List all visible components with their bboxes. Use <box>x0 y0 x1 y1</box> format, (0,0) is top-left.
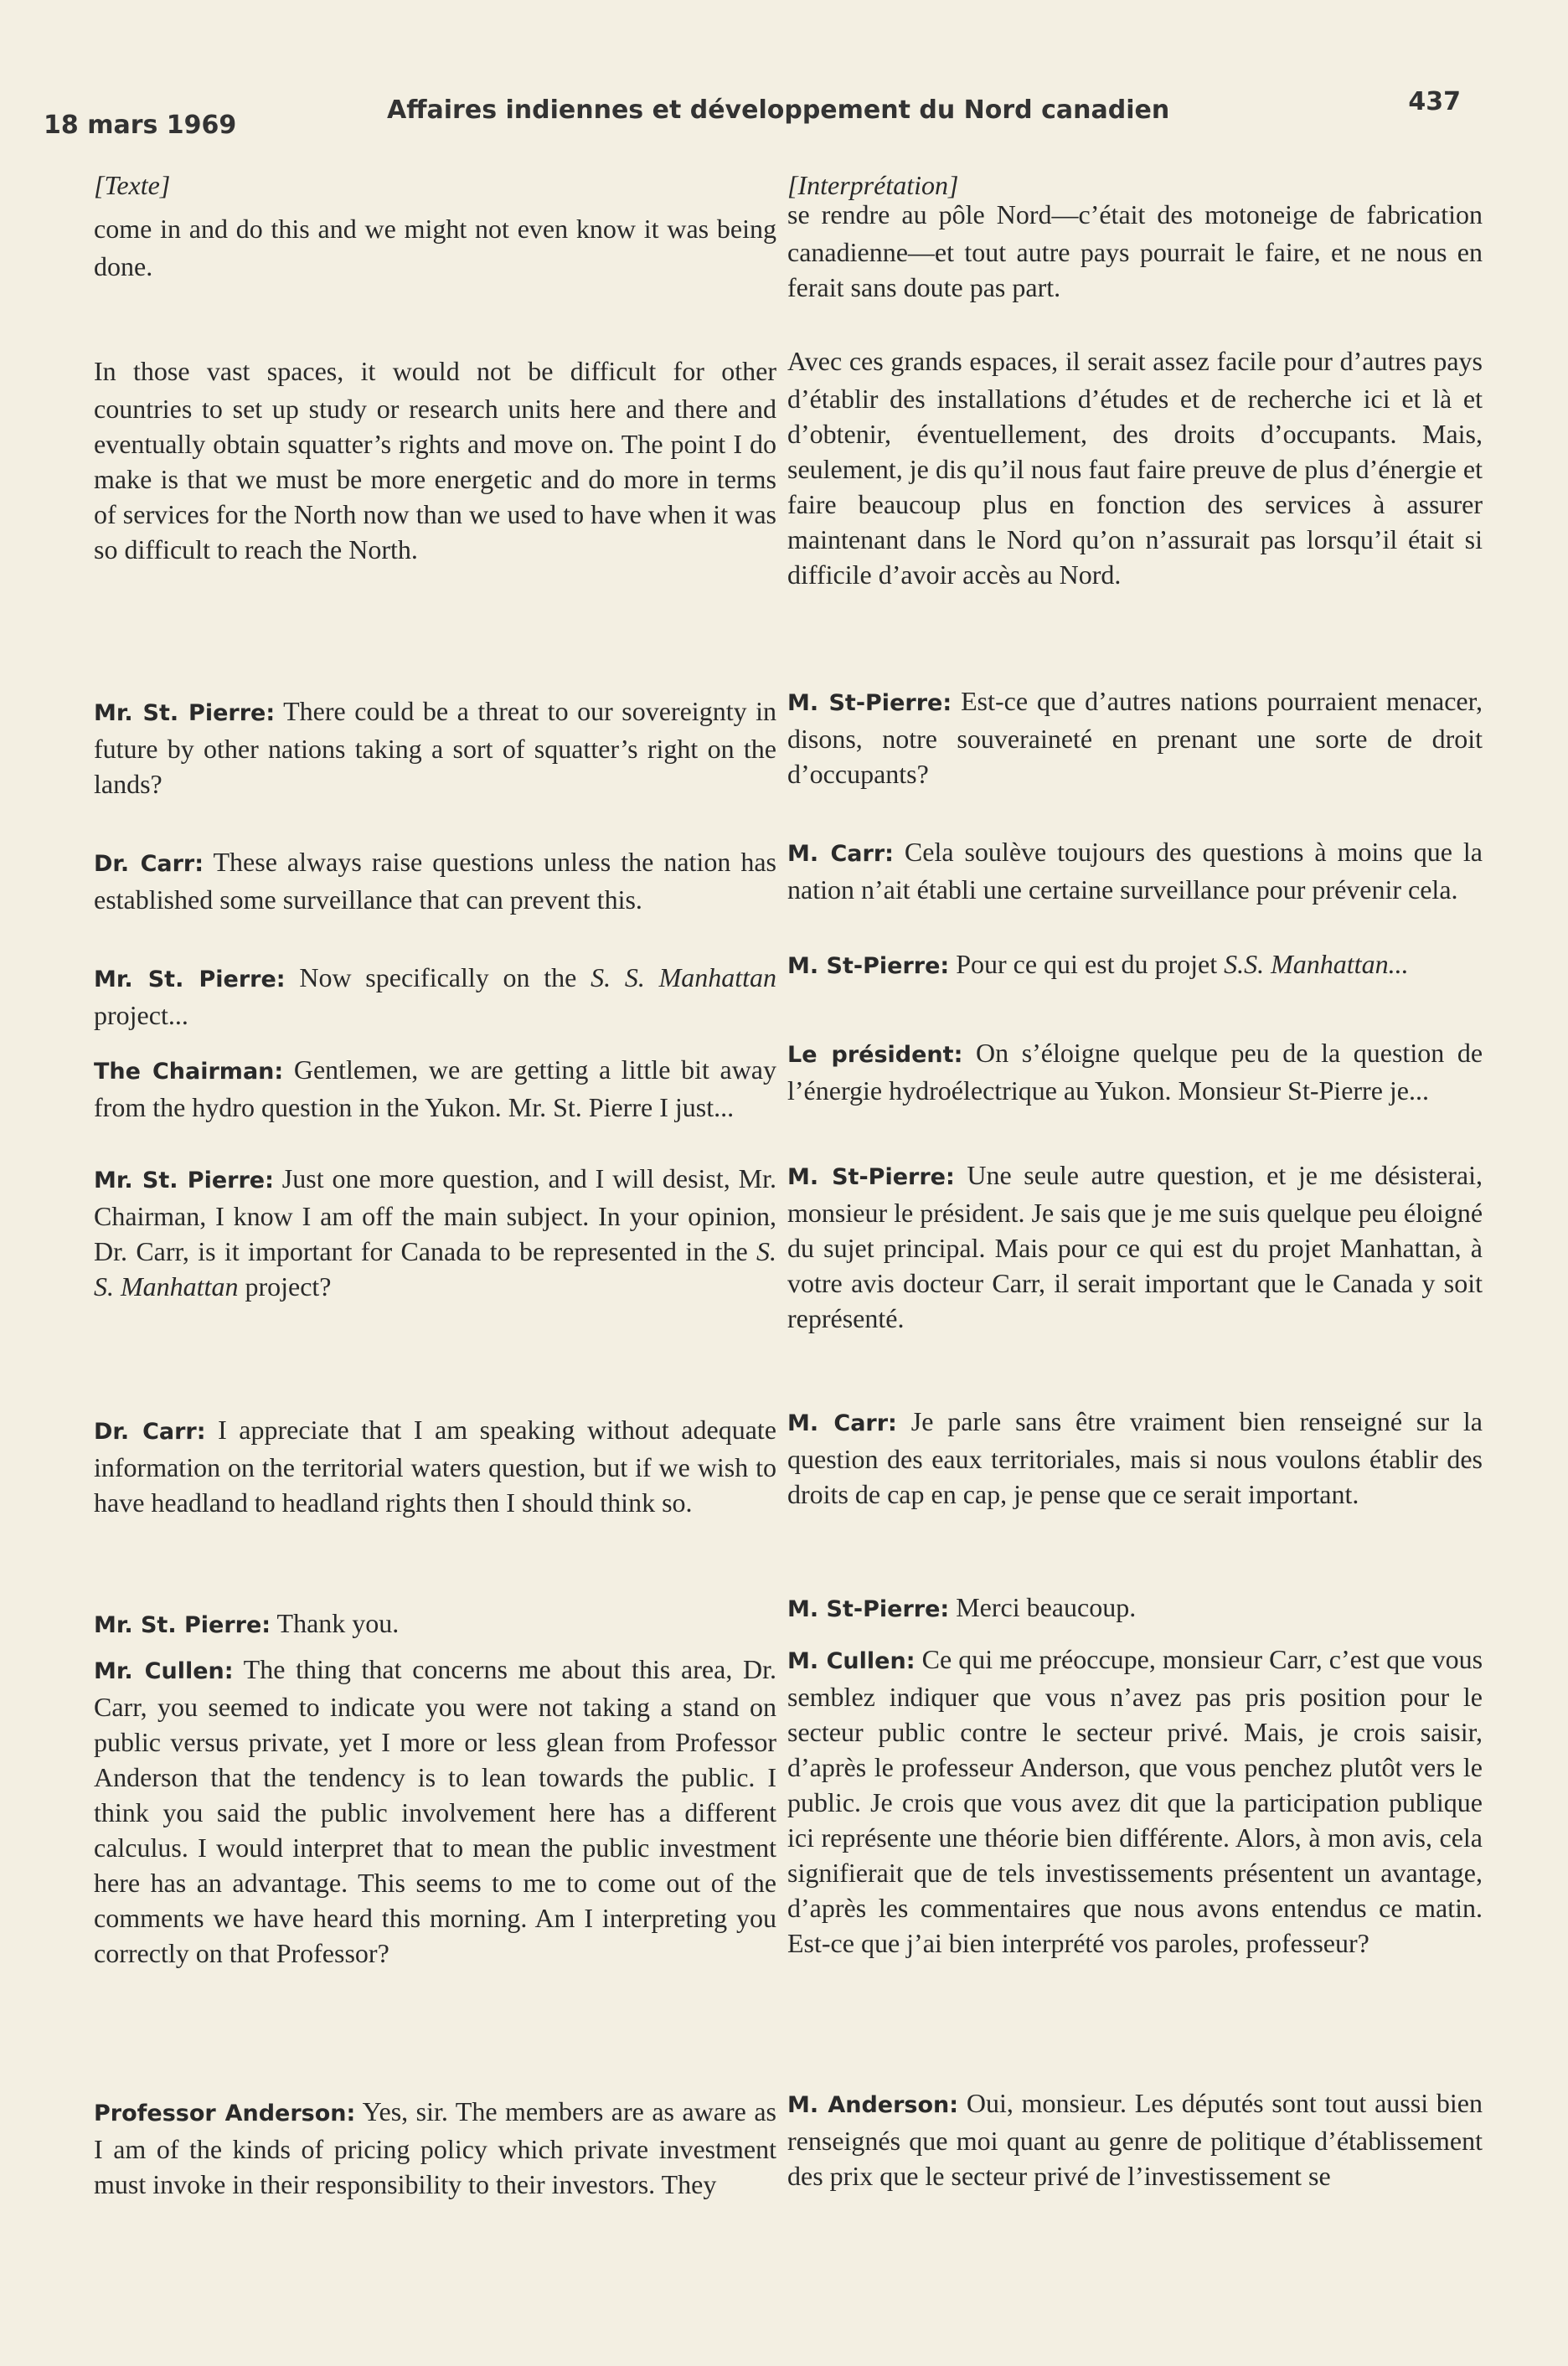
paragraph: Professor Anderson: Yes, sir. The members are as aware as I am of the kinds of pricing policy which private investment must invoke in their responsibility to their investors. They <box>94 2096 776 2199</box>
speaker-name: Mr. Cullen: <box>94 1658 234 1684</box>
header-date: 18 mars 1969 <box>44 111 237 140</box>
paragraph: The Chairman: Gentlemen, we are getting a little bit away from the hydro question in the Yukon. Mr. St. Pierre I just... <box>94 1054 777 1122</box>
paragraph: come in and do this and we might not even know it was being done. <box>94 214 776 281</box>
paragraph: Mr. St. Pierre: There could be a threat to our sovereignty in future by other nations taking a sort of squatter’s right on the lands? <box>94 696 777 799</box>
speaker-name: M. Carr: <box>787 1410 897 1436</box>
speaker-name: Mr. St. Pierre: <box>94 700 276 726</box>
paragraph: In those vast spaces, it would not be difficult for other countries to set up study or research units here and there and eventually obtain squatter’s rights and move on. The point I do make is that we must be more energetic and do more in terms of services for the North now than we used to have when it was so difficult to reach the North. <box>94 356 776 564</box>
speaker-name: M. Cullen: <box>787 1648 916 1674</box>
paragraph: Mr. St. Pierre: Just one more question, and I will desist, Mr. Chairman, I know I am off the main subject. In your opinion, Dr. Carr, is it important for Canada to be represented in the S. S. Manhattan project? <box>94 1163 777 1302</box>
paragraph: Mr. Cullen: The thing that concerns me about this area, Dr. Carr, you seemed to indicate you were not taking a stand on public versus private, yet I more or less glean from Professor Anderson that the tendency is to lean towards the public. I think you said the public involvement here has a different calculus. I would interpret that to mean the public investment here has an advantage. This seems to me to come out of the comments we have heard this morning. Am I interpreting you correctly on that Professor? <box>94 1654 777 1968</box>
speaker-name: M. St-Pierre: <box>787 690 952 716</box>
speaker-name: Dr. Carr: <box>94 1419 206 1445</box>
interpretation-marker: [Interprétation] <box>787 170 959 200</box>
paragraph: M. Cullen: Ce qui me préoccupe, monsieur Carr, c’est que vous semblez indiquer que vous n’avez pas pris position pour le secteur public contre le secteur privé. Mais, je crois saisir, d’après le professeur Anderson, que vous penchez plutôt vers le public. Je crois que vous avez dit que la participation publique ici représente une théorie bien différente. Alors, à mon avis, cela signifierait que de tels investissements présentent un avantage, d’après les commentaires que nous avons entendus ce matin. Est-ce que j’ai bien interprété vos paroles, professeur? <box>787 1644 1483 1958</box>
speaker-name: M. Carr: <box>787 841 894 867</box>
speaker-name: M. St-Pierre: <box>787 1164 955 1190</box>
paragraph: M. St-Pierre: Pour ce qui est du projet S.S. Manhattan... <box>787 949 1409 979</box>
paragraph: Dr. Carr: These always raise questions unless the nation has established some surveillance that can prevent this. <box>94 847 776 915</box>
paragraph: M. St-Pierre: Merci beaucoup. <box>787 1592 1137 1622</box>
speaker-name: M. Anderson: <box>787 2092 959 2118</box>
right-column-french <box>787 168 1483 2191</box>
left-column-english <box>94 168 777 2199</box>
paragraph: Dr. Carr: I appreciate that I am speaking without adequate information on the territorial waters question, but if we wish to have headland to headland rights then I should think so. <box>94 1415 776 1518</box>
text-marker: [Texte] <box>94 170 171 200</box>
paragraph: se rendre au pôle Nord—c’était des motoneige de fabrication canadienne—et tout autre pays pourrait le faire, et ne nous en ferait sans doute pas part. <box>787 199 1483 302</box>
speaker-name: Mr. St. Pierre: <box>94 1168 274 1193</box>
speaker-name: Mr. St. Pierre: <box>94 1612 271 1638</box>
paragraph: Mr. St. Pierre: Thank you. <box>94 1608 400 1638</box>
paragraph: Mr. St. Pierre: Now specifically on the S. S. Manhattan project... <box>94 962 777 1030</box>
paragraph: M. Anderson: Oui, monsieur. Les députés sont tout aussi bien renseignés que moi quant au genre de politique d’établissement des prix que le secteur privé de l’investissement se <box>787 2088 1483 2191</box>
speaker-name: M. St-Pierre: <box>787 1596 950 1622</box>
speaker-name: Mr. St. Pierre: <box>94 967 286 992</box>
paragraph: M. St-Pierre: Une seule autre question, et je me désisterai, monsieur le président. Je sais que je me suis quelque peu éloigné du sujet principal. Mais pour ce qui est du projet Manhattan, à votre avis docteur Carr, il serait important que le Canada y soit représenté. <box>787 1160 1483 1333</box>
page-number: 437 <box>1408 87 1461 116</box>
paragraph: Avec ces grands espaces, il serait assez facile pour d’autres pays d’établir des installations d’études et de recherche ici et là et d’obtenir, éventuellement, des droits d’occupants. Mais, seulement, je dis qu’il nous faut faire preuve de plus d’énergie et faire beaucoup plus en fonction des services à assurer maintenant dans le Nord qu’on n’assurait pas lorsqu’il était si difficile d’avoir accès au Nord. <box>787 346 1483 590</box>
page-header <box>44 87 1461 140</box>
paragraph: M. Carr: Cela soulève toujours des questions à moins que la nation n’ait établi une certaine surveillance pour prévenir cela. <box>787 837 1483 905</box>
speaker-name: Dr. Carr: <box>94 851 204 877</box>
paragraph: M. St-Pierre: Est-ce que d’autres nations pourraient menacer, disons, notre souveraineté en prenant une sorte de droit d’occupants? <box>787 686 1483 789</box>
speaker-name: M. St-Pierre: <box>787 953 950 979</box>
paragraph: M. Carr: Je parle sans être vraiment bien renseigné sur la question des eaux territoriales, mais si nous voulons établir des droits de cap en cap, je pense que ce serait important. <box>787 1406 1483 1509</box>
speaker-name: The Chairman: <box>94 1059 284 1085</box>
speaker-name: Professor Anderson: <box>94 2101 356 2126</box>
paragraph: Le président: On s’éloigne quelque peu de la question de l’énergie hydroélectrique au Yukon. Monsieur St-Pierre je... <box>787 1038 1483 1106</box>
header-title: Affaires indiennes et développement du Nord canadien <box>387 95 1170 125</box>
speaker-name: Le président: <box>787 1042 963 1068</box>
